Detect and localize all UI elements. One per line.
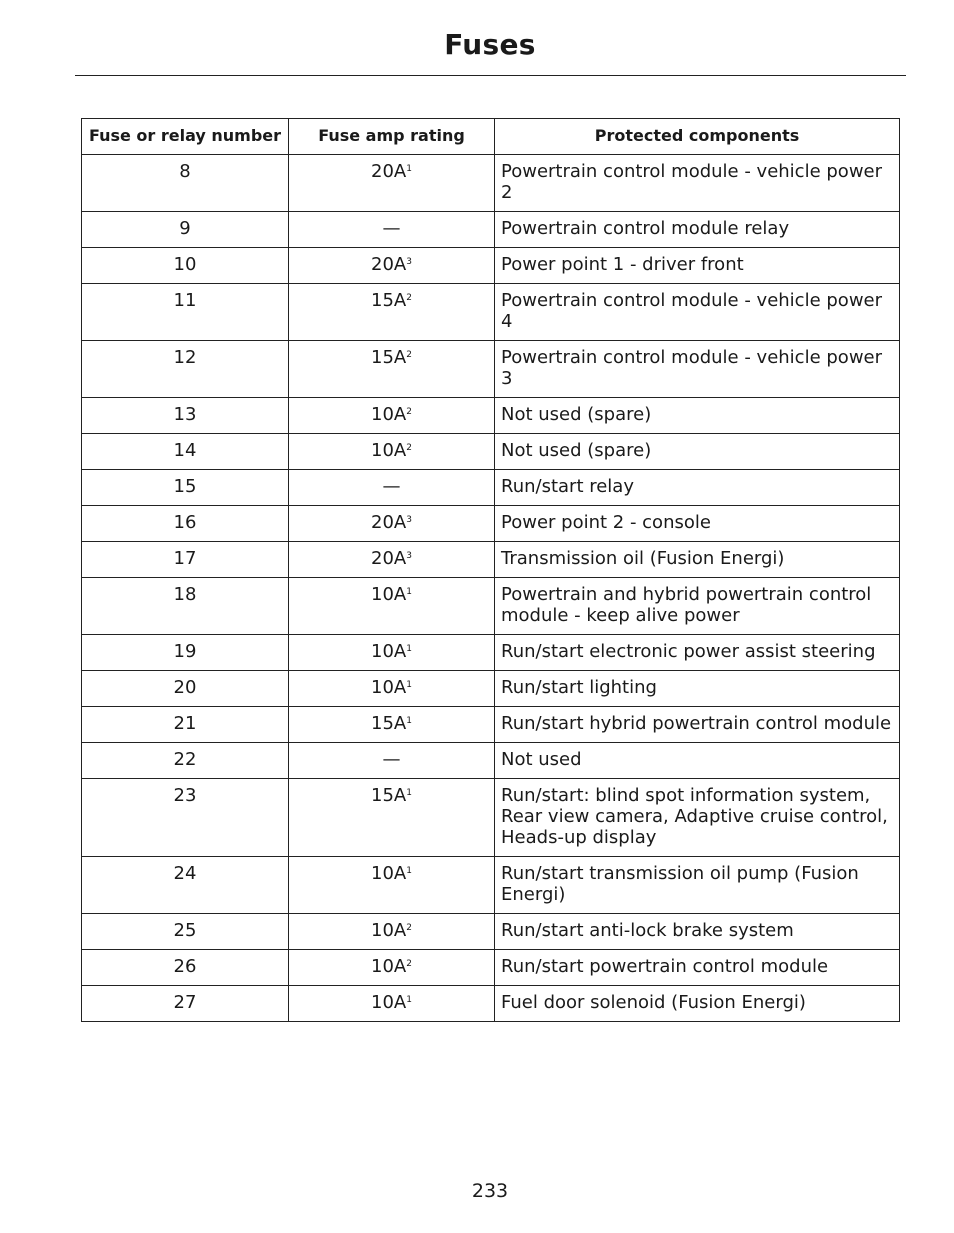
fuse-number-cell: 22 xyxy=(82,743,289,779)
header-amp-rating: Fuse amp rating xyxy=(289,119,495,155)
fuse-number-cell: 12 xyxy=(82,341,289,398)
amp-rating-cell xyxy=(289,707,495,743)
title-divider xyxy=(75,75,906,76)
table-row xyxy=(82,341,900,398)
amp-rating-value: — xyxy=(382,749,401,770)
protected-component-cell: Run/start lighting xyxy=(495,671,900,707)
protected-component-cell: Run/start relay xyxy=(495,470,900,506)
table-row xyxy=(82,857,900,914)
amp-rating-value: 20A xyxy=(371,548,407,569)
protected-component-cell: Powertrain control module relay xyxy=(495,212,900,248)
amp-rating-value: 15A xyxy=(371,785,407,806)
table-row xyxy=(82,212,900,248)
page-number: 233 xyxy=(471,1180,509,1202)
fuse-table xyxy=(81,118,900,1022)
amp-rating-cell xyxy=(289,743,495,779)
header-fuse-number: Fuse or relay number xyxy=(82,119,289,155)
protected-component-cell: Not used (spare) xyxy=(495,398,900,434)
amp-rating-value: 10A xyxy=(371,992,407,1013)
protected-component-cell: Power point 2 - console xyxy=(495,506,900,542)
amp-rating-value: 15A xyxy=(371,347,407,368)
protected-component-cell: Not used xyxy=(495,743,900,779)
footnote-marker: 1 xyxy=(406,680,412,690)
amp-rating-cell xyxy=(289,986,495,1022)
footnote-marker: 3 xyxy=(406,551,412,561)
table-row xyxy=(82,248,900,284)
fuse-number-cell: 19 xyxy=(82,635,289,671)
fuse-number-cell: 8 xyxy=(82,155,289,212)
footnote-marker: 2 xyxy=(406,293,412,303)
amp-rating-cell xyxy=(289,857,495,914)
amp-rating-cell xyxy=(289,578,495,635)
fuse-number-cell: 11 xyxy=(82,284,289,341)
table-row xyxy=(82,398,900,434)
amp-rating-cell xyxy=(289,635,495,671)
table-row xyxy=(82,434,900,470)
amp-rating-value: 15A xyxy=(371,713,407,734)
footnote-marker: 1 xyxy=(406,716,412,726)
amp-rating-value: 10A xyxy=(371,641,407,662)
fuse-number-cell: 27 xyxy=(82,986,289,1022)
amp-rating-value: 10A xyxy=(371,404,407,425)
fuse-number-cell: 24 xyxy=(82,857,289,914)
table-row xyxy=(82,671,900,707)
protected-component-cell: Transmission oil (Fusion Energi) xyxy=(495,542,900,578)
fuse-number-cell: 10 xyxy=(82,248,289,284)
amp-rating-value: 10A xyxy=(371,440,407,461)
amp-rating-value: 10A xyxy=(371,584,407,605)
protected-component-cell: Run/start electronic power assist steering xyxy=(495,635,900,671)
footnote-marker: 2 xyxy=(406,350,412,360)
table-row xyxy=(82,914,900,950)
table-row xyxy=(82,578,900,635)
amp-rating-cell xyxy=(289,155,495,212)
amp-rating-cell xyxy=(289,434,495,470)
table-row xyxy=(82,284,900,341)
amp-rating-value: 10A xyxy=(371,677,407,698)
footnote-marker: 2 xyxy=(406,407,412,417)
amp-rating-cell xyxy=(289,398,495,434)
protected-component-cell: Powertrain control module - vehicle power 4 xyxy=(495,284,900,341)
footnote-marker: 3 xyxy=(406,515,412,525)
table-row xyxy=(82,155,900,212)
amp-rating-value: 10A xyxy=(371,920,407,941)
fuse-number-cell: 23 xyxy=(82,779,289,857)
fuse-number-cell: 16 xyxy=(82,506,289,542)
table-row xyxy=(82,743,900,779)
amp-rating-cell xyxy=(289,212,495,248)
amp-rating-cell xyxy=(289,779,495,857)
amp-rating-cell xyxy=(289,248,495,284)
table-row xyxy=(82,707,900,743)
footnote-marker: 1 xyxy=(406,644,412,654)
protected-component-cell: Run/start: blind spot information system, Rear view camera, Adaptive cruise control, Heads-up display xyxy=(495,779,900,857)
amp-rating-cell xyxy=(289,470,495,506)
amp-rating-value: — xyxy=(382,476,401,497)
amp-rating-cell xyxy=(289,542,495,578)
fuse-number-cell: 14 xyxy=(82,434,289,470)
amp-rating-cell xyxy=(289,341,495,398)
page-title: Fuses xyxy=(444,28,536,61)
fuse-number-cell: 26 xyxy=(82,950,289,986)
amp-rating-value: 20A xyxy=(371,512,407,533)
footnote-marker: 1 xyxy=(406,788,412,798)
table-row xyxy=(82,542,900,578)
protected-component-cell: Run/start transmission oil pump (Fusion Energi) xyxy=(495,857,900,914)
protected-component-cell: Run/start powertrain control module xyxy=(495,950,900,986)
table-body xyxy=(82,155,900,1022)
amp-rating-value: 10A xyxy=(371,863,407,884)
footnote-marker: 2 xyxy=(406,443,412,453)
protected-component-cell: Run/start hybrid powertrain control module xyxy=(495,707,900,743)
amp-rating-cell xyxy=(289,914,495,950)
footnote-marker: 2 xyxy=(406,923,412,933)
fuse-number-cell: 9 xyxy=(82,212,289,248)
fuse-number-cell: 13 xyxy=(82,398,289,434)
amp-rating-cell xyxy=(289,671,495,707)
fuse-number-cell: 15 xyxy=(82,470,289,506)
protected-component-cell: Power point 1 - driver front xyxy=(495,248,900,284)
header-protected-components: Protected components xyxy=(495,119,900,155)
table-header-row xyxy=(82,119,900,155)
amp-rating-value: 20A xyxy=(371,161,407,182)
fuse-number-cell: 21 xyxy=(82,707,289,743)
protected-component-cell: Fuel door solenoid (Fusion Energi) xyxy=(495,986,900,1022)
protected-component-cell: Powertrain and hybrid powertrain control module - keep alive power xyxy=(495,578,900,635)
amp-rating-value: — xyxy=(382,218,401,239)
protected-component-cell: Powertrain control module - vehicle power 2 xyxy=(495,155,900,212)
amp-rating-value: 15A xyxy=(371,290,407,311)
amp-rating-value: 10A xyxy=(371,956,407,977)
footnote-marker: 1 xyxy=(406,164,412,174)
fuse-number-cell: 18 xyxy=(82,578,289,635)
protected-component-cell: Powertrain control module - vehicle power 3 xyxy=(495,341,900,398)
footnote-marker: 1 xyxy=(406,995,412,1005)
table-row xyxy=(82,950,900,986)
footnote-marker: 1 xyxy=(406,587,412,597)
fuse-number-cell: 17 xyxy=(82,542,289,578)
footnote-marker: 3 xyxy=(406,257,412,267)
amp-rating-value: 20A xyxy=(371,254,407,275)
fuse-number-cell: 20 xyxy=(82,671,289,707)
amp-rating-cell xyxy=(289,284,495,341)
amp-rating-cell xyxy=(289,506,495,542)
protected-component-cell: Not used (spare) xyxy=(495,434,900,470)
protected-component-cell: Run/start anti-lock brake system xyxy=(495,914,900,950)
table-row xyxy=(82,779,900,857)
fuse-number-cell: 25 xyxy=(82,914,289,950)
footnote-marker: 1 xyxy=(406,866,412,876)
table-row xyxy=(82,506,900,542)
amp-rating-cell xyxy=(289,950,495,986)
footnote-marker: 2 xyxy=(406,959,412,969)
table-row xyxy=(82,470,900,506)
table-row xyxy=(82,986,900,1022)
table-row xyxy=(82,635,900,671)
